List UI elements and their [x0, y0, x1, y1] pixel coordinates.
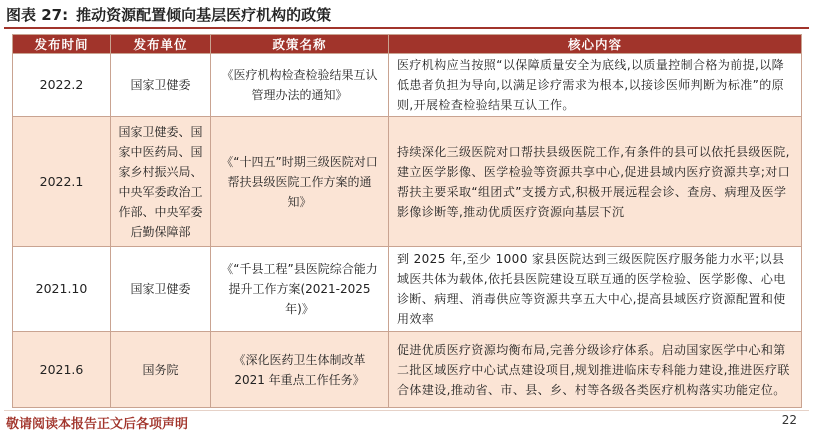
header-policy: 政策名称 — [211, 35, 389, 54]
page-number: 22 — [781, 413, 797, 427]
table-row — [13, 247, 802, 332]
figure-label: 图表 27: — [6, 6, 69, 24]
cell-content: 医疗机构应当按照“以保障质量安全为底线,以质量控制合格为前提,以降低患者负担为导向,以满足诊疗需求为根本,以接诊医师判断为标准”的原则,开展检查检验结果互认工作。 — [389, 54, 802, 117]
cell-org: 国家卫健委 — [111, 247, 211, 332]
cell-content: 促进优质医疗资源均衡布局,完善分级诊疗体系。启动国家医学中心和第二批区域医疗中心试点建设项目,规划推进临床专科能力建设,推进医疗联合体建设,推动省、市、县、乡、村等各级各类医疗机构落实功能定位。 — [389, 332, 802, 408]
cell-policy: 《“千县工程”县医院综合能力提升工作方案(2021-2025年)》 — [211, 247, 389, 332]
cell-policy: 《深化医药卫生体制改革 2021 年重点工作任务》 — [211, 332, 389, 408]
cell-date: 2021.10 — [13, 247, 111, 332]
table-row — [13, 54, 802, 117]
cell-content: 持续深化三级医院对口帮扶县级医院工作,有条件的县可以依托县级医院,建立医学影像、医学检验等资源共享中心,促进县域内医疗资源共享;对口帮扶主要采取“组团式”支援方式,积极开展远程会诊、查房、病理及医学影像诊断等,推动优质医疗资源向基层下沉 — [389, 117, 802, 247]
policy-table — [12, 34, 802, 408]
table-row — [13, 117, 802, 247]
cell-date: 2022.2 — [13, 54, 111, 117]
header-date: 发布时间 — [13, 35, 111, 54]
figure-title — [4, 2, 809, 29]
cell-org: 国家卫健委、国家中医药局、国家乡村振兴局、中央军委政治工作部、中央军委后勤保障部 — [111, 117, 211, 247]
header-content: 核心内容 — [389, 35, 802, 54]
footer-divider — [4, 410, 809, 411]
cell-org: 国家卫健委 — [111, 54, 211, 117]
cell-date: 2021.6 — [13, 332, 111, 408]
cell-date: 2022.1 — [13, 117, 111, 247]
cell-org: 国务院 — [111, 332, 211, 408]
header-org: 发布单位 — [111, 35, 211, 54]
table-header-row — [13, 35, 802, 54]
figure-title-text: 推动资源配置倾向基层医疗机构的政策 — [76, 6, 332, 24]
cell-policy: 《“十四五”时期三级医院对口帮扶县级医院工作方案的通知》 — [211, 117, 389, 247]
cell-content: 到 2025 年,至少 1000 家县医院达到三级医院医疗服务能力水平;以县域医共体为载体,依托县医院建设互联互通的医学检验、医学影像、心电诊断、病理、消毒供应等资源共享五大中心,提高县域医疗资源配置和使用效率 — [389, 247, 802, 332]
table-row — [13, 332, 802, 408]
cell-policy: 《医疗机构检查检验结果互认管理办法的通知》 — [211, 54, 389, 117]
footer-disclaimer: 敬请阅读本报告正文后各项声明 — [6, 417, 189, 431]
